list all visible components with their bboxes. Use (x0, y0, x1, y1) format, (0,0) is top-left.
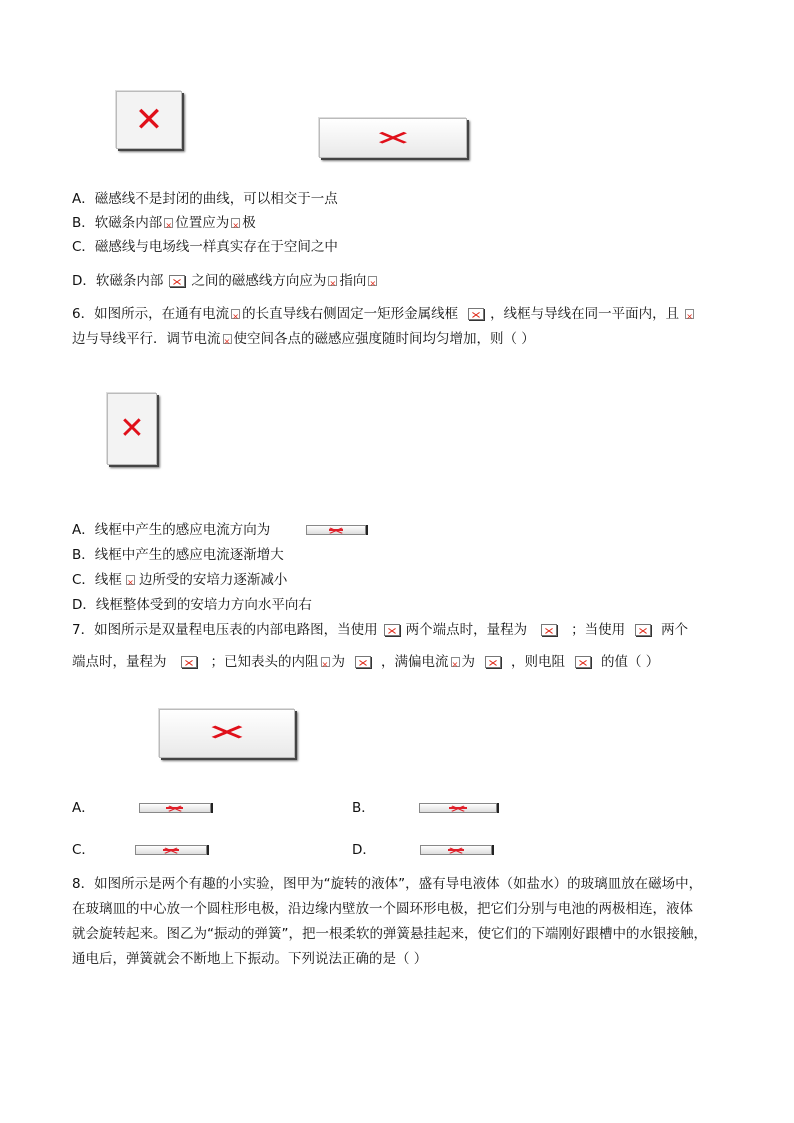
broken-image-icon (685, 309, 694, 319)
q6-stem-line1: 6．如图所示，在通有电流× 的长直导线右侧固定一矩形金属线框× ，线框与导线在同一平面内，且× (72, 304, 696, 324)
broken-image-icon (223, 334, 232, 344)
q5-option-c: C．磁感线与电场线一样真实存在于空间之中 (72, 239, 338, 255)
q8-stem-line2: 在玻璃皿的中心放一个圆柱形电极，沿边缘内壁放一个圆环形电极，把它们分别与电池的两极相连，液体 (72, 901, 693, 917)
q7-option-c: C．× (72, 840, 213, 860)
broken-image-icon (635, 624, 651, 636)
q6-option-b: B．线框中产生的感应电流逐渐增大 (72, 547, 284, 563)
broken-image-icon (368, 276, 377, 286)
q6-option-d: D．线框整体受到的安培力方向水平向右 (72, 597, 312, 613)
broken-image-icon (384, 624, 400, 636)
broken-image-icon (164, 218, 173, 228)
figure-q5-left-image (116, 91, 182, 149)
broken-image-icon (328, 276, 337, 286)
q7-option-a: A．× (72, 798, 217, 818)
broken-image-icon: ✕ (372, 126, 414, 150)
q7-stem-line1: 7．如图所示是双量程电压表的内部电路图，当使用× 两个端点时，量程为× ；当使用× 两个 (72, 620, 688, 640)
q6-stem-line2: 边与导线平行．调节电流× 使空间各点的磁感应强度随时间均匀增加，则（ ） (72, 329, 535, 349)
broken-image-icon (468, 308, 484, 320)
broken-image-icon: ✕ (204, 720, 250, 746)
q7-option-d: D．× (352, 840, 498, 860)
broken-image-icon (169, 275, 185, 287)
broken-image-icon (541, 624, 557, 636)
broken-image-icon (231, 218, 240, 228)
broken-image-icon: ✕ (134, 100, 164, 140)
q8-stem-line3: 就会旋转起来。图乙为“振动的弹簧”，把一根柔软的弹簧悬挂起来，使它们的下端刚好跟槽中的水银接触， (72, 926, 707, 942)
broken-image-icon (306, 525, 366, 535)
broken-image-icon (575, 656, 591, 668)
broken-image-icon (451, 657, 460, 667)
broken-image-icon (485, 656, 501, 668)
q5-option-d: D．软磁条内部× 之间的磁感线方向应为× 指向× (72, 271, 379, 291)
broken-image-icon (139, 803, 211, 813)
broken-image-icon (135, 845, 207, 855)
broken-image-icon (355, 656, 371, 668)
broken-image-icon (419, 803, 497, 813)
broken-image-icon: ✕ (119, 411, 145, 446)
q7-stem-line2: 端点时，量程为× ；已知表头的内阻× 为× ，满偏电流× 为× ，则电阻× 的值（ ） (72, 652, 659, 672)
broken-image-icon (420, 845, 492, 855)
broken-image-icon (181, 656, 197, 668)
broken-image-icon (321, 657, 330, 667)
q7-option-b: B．× (352, 798, 503, 818)
q5-option-b: B．软磁条内部× 位置应为× 极 (72, 213, 256, 233)
q8-stem-line1: 8．如图所示是两个有趣的小实验，图甲为“旋转的液体”，盛有导电液体（如盐水）的玻璃皿放在磁场中， (72, 876, 703, 892)
broken-image-icon (231, 309, 240, 319)
q8-stem-line4: 通电后，弹簧就会不断地上下振动。下列说法正确的是（ ） (72, 951, 428, 967)
q6-option-a: A．线框中产生的感应电流方向为× (72, 520, 372, 540)
figure-q6-image (107, 393, 157, 465)
figure-q7-circuit-image (159, 709, 295, 758)
figure-q5-right-image (319, 118, 467, 158)
q6-option-c: C．线框× 边所受的安培力逐渐减小 (72, 570, 287, 590)
broken-image-icon (126, 575, 135, 585)
q5-option-a: A．磁感线不是封闭的曲线，可以相交于一点 (72, 191, 338, 207)
